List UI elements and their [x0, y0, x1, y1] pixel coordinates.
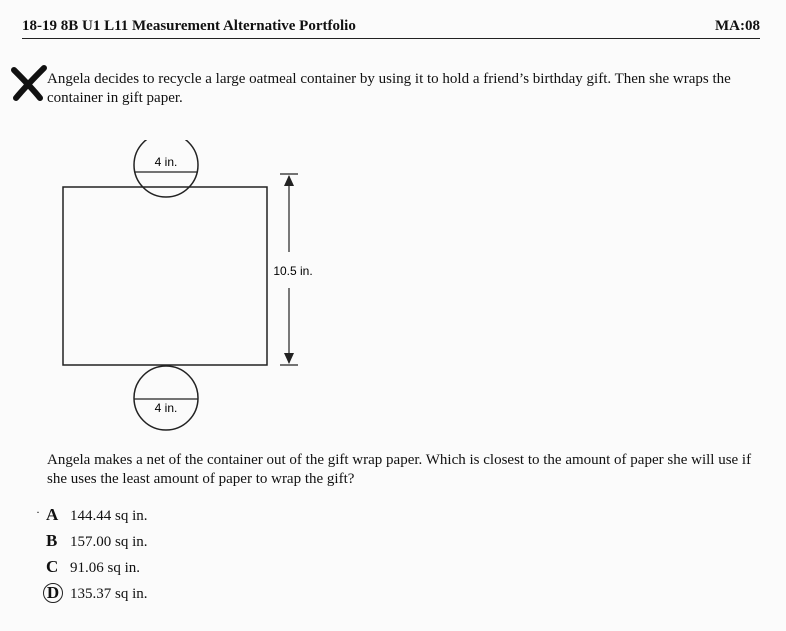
bottom-circle-label: 4 in.: [154, 401, 178, 415]
bottom-circle: [134, 366, 198, 430]
choice-b[interactable]: [46, 531, 148, 557]
selected-circle: D: [43, 583, 63, 603]
choice-text: 135.37 sq in.: [70, 586, 148, 602]
choice-text: 144.44 sq in.: [70, 508, 148, 524]
choice-letter: C: [46, 557, 59, 576]
page-title: 18-19 8B U1 L11 Measurement Alternative Portfolio: [22, 18, 356, 34]
top-circle-label: 4 in.: [154, 155, 178, 169]
page-code: MA:08: [715, 18, 760, 34]
cylinder-net-figure: [40, 140, 340, 440]
page-header: [22, 18, 760, 39]
choice-text: 157.00 sq in.: [70, 534, 148, 550]
choice-text: 91.06 sq in.: [70, 560, 141, 576]
side-rectangle: [63, 187, 267, 365]
wrong-mark-icon: [10, 64, 50, 104]
question-intro: Angela decides to recycle a large oatmeal container by using it to hold a friend’s birthday gift. Then she wraps the container in gift paper.: [47, 71, 731, 106]
answer-choices: [36, 505, 148, 609]
question-prompt: Angela makes a net of the container out of the gift wrap paper. Which is closest to the amount of paper she will use if she uses the least amount of paper to wrap the gift?: [47, 452, 752, 487]
choice-d[interactable]: [46, 583, 148, 609]
choice-letter: A: [46, 505, 59, 524]
height-label: 10.5 in.: [273, 264, 313, 278]
choice-a[interactable]: [36, 505, 148, 531]
dash-mark: ·: [36, 505, 40, 519]
choice-letter-circled: [46, 583, 70, 603]
choice-letter: B: [46, 531, 58, 550]
choice-c[interactable]: [46, 557, 148, 583]
